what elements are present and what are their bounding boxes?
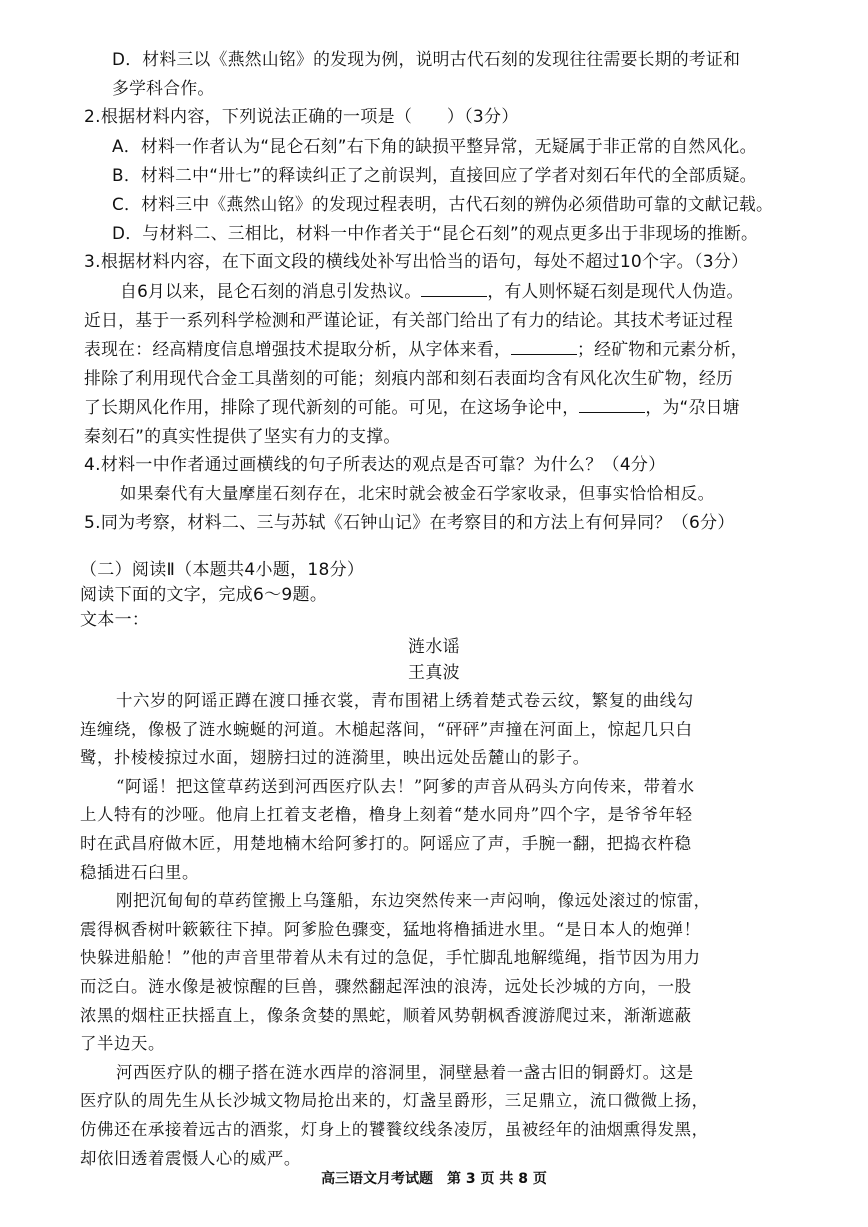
story-line: 时在武昌府做木匠，用楚地楠木给阿爹打的。阿谣应了声，手腕一翻，把捣衣杵稳 (80, 834, 692, 853)
story-line: 而泛白。涟水像是被惊醒的巨兽，骤然翻起浑浊的浪涛，远处长沙城的方向，一股 (80, 977, 692, 996)
story-line: 河西医疗队的棚子搭在涟水西岸的溶洞里，洞壁悬着一盏古旧的铜爵灯。这是 (116, 1062, 694, 1082)
q2-option-d: D．与材料二、三相比，材料一中作者关于“昆仑石刻”的观点更多出于非现场的推断。 (112, 223, 759, 243)
story-line: 震得枫香树叶簌簌往下掉。阿爹脸色骤变，猛地将橹插进水里。“是日本人的炮弹！ (80, 919, 701, 939)
q3-passage-text: ；经矿物和元素分析， (577, 339, 748, 359)
story-line: 稳插进石臼里。 (80, 862, 199, 882)
q3-passage-text: 自6月以来，昆仑石刻的消息引发热议。 (120, 281, 422, 301)
q2-option-a: A．材料一作者认为“昆仑石刻”右下角的缺损平整异常，无疑属于非正常的自然风化。 (112, 136, 757, 156)
q3-passage-text: ，为“尕日塘 (645, 397, 740, 417)
text-label: 文本一： (80, 610, 150, 630)
q3-passage-line2: 近日，基于一系列科学检测和严谨论证，有关部门给出了有力的结论。其技术考证过程 (84, 310, 734, 330)
story-line: 鹭，扑棱棱掠过水面，翅膀扫过的涟漪里，映出远处岳麓山的影子。 (80, 748, 590, 768)
q4-stem: 4.材料一中作者通过画横线的句子所表达的观点是否可靠？为什么？（4分） (84, 455, 666, 475)
story-line: 快躲进船舱！”他的声音里带着从未有过的急促，手忙脚乱地解缆绳，指节因为用力 (80, 948, 701, 968)
q3-passage-line4: 排除了利用现代合金工具凿刻的可能；刻痕内部和刻石表面均含有风化次生矿物，经历 (84, 368, 734, 388)
q3-passage-line5 (84, 396, 740, 418)
answer-blank-2[interactable] (511, 340, 577, 355)
story-line: 却依旧透着震慑人心的威严。 (80, 1148, 301, 1168)
q3-passage-line1 (120, 280, 744, 302)
story-line: 仿佛还在承接着远古的酒浆，灯身上的饕餮纹线条凌厉，虽被经年的油烟熏得发黑， (80, 1120, 709, 1139)
story-line: 浓黑的烟柱正扶摇直上，像条贪婪的黑蛇，顺着风势朝枫香渡游爬过来，渐渐遮蔽 (80, 1005, 692, 1025)
answer-blank-1[interactable] (421, 282, 487, 297)
q2-stem: 2.根据材料内容，下列说法正确的一项是（ ）（3分） (84, 107, 519, 127)
section-heading: （二）阅读Ⅱ（本题共4小题，18分） (80, 560, 365, 580)
story-line: 了半边天。 (80, 1034, 165, 1054)
q2-option-b: B．材料二中“卅七”的释读纠正了之前误判，直接回应了学者对刻石年代的全部质疑。 (112, 165, 757, 185)
q1-option-d-line1: D．材料三以《燕然山铭》的发现为例，说明古代石刻的发现往往需要长期的考证和 (112, 49, 741, 69)
story-line: 上人特有的沙哑。他肩上扛着支老橹，橹身上刻着“楚水同舟”四个字，是爷爷年轻 (80, 805, 693, 825)
q4-quote: 如果秦代有大量摩崖石刻存在，北宋时就会被金石学家收录，但事实恰恰相反。 (120, 484, 715, 503)
story-author: 王真波 (408, 663, 460, 683)
q3-passage-text: 表现在：经高精度信息增强技术提取分析，从字体来看， (84, 339, 512, 359)
q3-stem: 3.根据材料内容，在下面文段的横线处补写出恰当的语句，每处不超过10个字。（3分） (84, 252, 749, 272)
q2-option-c: C．材料三中《燕然山铭》的发现过程表明，古代石刻的辨伪必须借助可靠的文献记载。 (112, 194, 774, 214)
story-line: 连缠绕，像极了涟水蜿蜒的河道。木槌起落间，“砰砰”声撞在河面上，惊起几只白 (80, 719, 693, 739)
page-footer: 高三语文月考试题 第 3 页 共 8 页 (321, 1171, 547, 1187)
q5-stem: 5.同为考察，材料二、三与苏轼《石钟山记》在考察目的和方法上有何异同？（6分） (84, 513, 735, 533)
story-line: 医疗队的周先生从长沙城文物局抢出来的，灯盏呈爵形，三足鼎立，流口微微上扬， (80, 1091, 709, 1111)
section-instruction: 阅读下面的文字，完成6～9题。 (80, 585, 328, 605)
q3-passage-line3 (84, 338, 748, 360)
q1-option-d-line2: 多学科合作。 (112, 78, 215, 98)
story-line: 刚把沉甸甸的草药筐搬上乌篷船，东边突然传来一声闷响，像远处滚过的惊雷， (116, 891, 711, 911)
q3-passage-text: 了长期风化作用，排除了现代新刻的可能。可见，在这场争论中， (84, 397, 580, 417)
story-line: “阿谣！把这筐草药送到河西医疗队去！”阿爹的声音从码头方向传来，带着水 (116, 776, 695, 796)
story-title: 涟水谣 (408, 637, 460, 657)
q3-passage-line6: 秦刻石”的真实性提供了坚实有力的支撑。 (84, 426, 401, 446)
answer-blank-3[interactable] (579, 398, 645, 413)
story-line: 十六岁的阿谣正蹲在渡口捶衣裳，青布围裙上绣着楚式卷云纹，繁复的曲线勾 (116, 691, 694, 710)
q3-passage-text: ，有人则怀疑石刻是现代人伪造。 (487, 281, 744, 301)
